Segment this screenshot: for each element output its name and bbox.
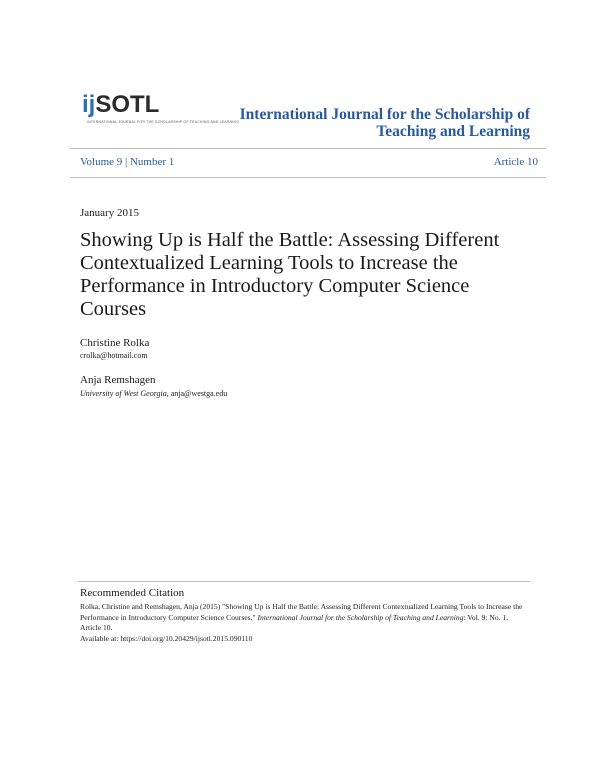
logo-wordmark (82, 92, 159, 118)
journal-title-line1: International Journal for the Scholarship of (239, 106, 530, 123)
citation-text (80, 602, 530, 644)
journal-title-line2: Teaching and Learning (376, 123, 530, 140)
author-email-1[interactable]: crolka@hotmail.com (80, 351, 148, 360)
citation-divider (78, 581, 530, 582)
paper-title: Showing Up is Half the Battle: Assessing Different Contextualized Learning Tools to Increase the Performance in Introductory Computer Science Courses (80, 229, 500, 320)
logo-main: SOTL (95, 91, 160, 118)
author-email-2[interactable]: , anja@westga.edu (166, 389, 228, 398)
article-link[interactable]: Article 10 (493, 156, 538, 168)
author-name-2: Anja Remshagen (80, 374, 156, 386)
author-name-1: Christine Rolka (80, 337, 150, 349)
header-divider-bottom (70, 177, 546, 178)
citation-authors-title: Rolka, Christine and Remshagen, Anja (2015) "Showing Up is Half the Battle: Assessing Different Contextualized Learning Tools to Increase the Performance in Introductory Computer Science Courses," (80, 602, 523, 622)
header-divider-top (70, 148, 546, 149)
citation-doi[interactable]: Available at: https://doi.org/10.20429/ijsotl.2015.090110 (80, 633, 253, 643)
logo-prefix: ij (82, 91, 96, 118)
citation-journal: International Journal for the Scholarship of Teaching and Learning (257, 612, 464, 622)
citation-heading: Recommended Citation (80, 587, 185, 599)
volume-link[interactable]: Volume 9 | Number 1 (80, 156, 175, 168)
citation-volume: : Vol. 9: No. 1, Article 10. (80, 612, 509, 632)
journal-logo (80, 91, 240, 132)
journal-title-link[interactable] (190, 106, 530, 140)
logo-tagline: INTERNATIONAL JOURNAL FOR THE SCHOLARSHIP OF TEACHING AND LEARNING (87, 120, 240, 124)
publication-date: January 2015 (80, 207, 139, 219)
author-details-2 (80, 389, 227, 398)
author-affiliation-2: University of West Georgia (80, 389, 167, 398)
